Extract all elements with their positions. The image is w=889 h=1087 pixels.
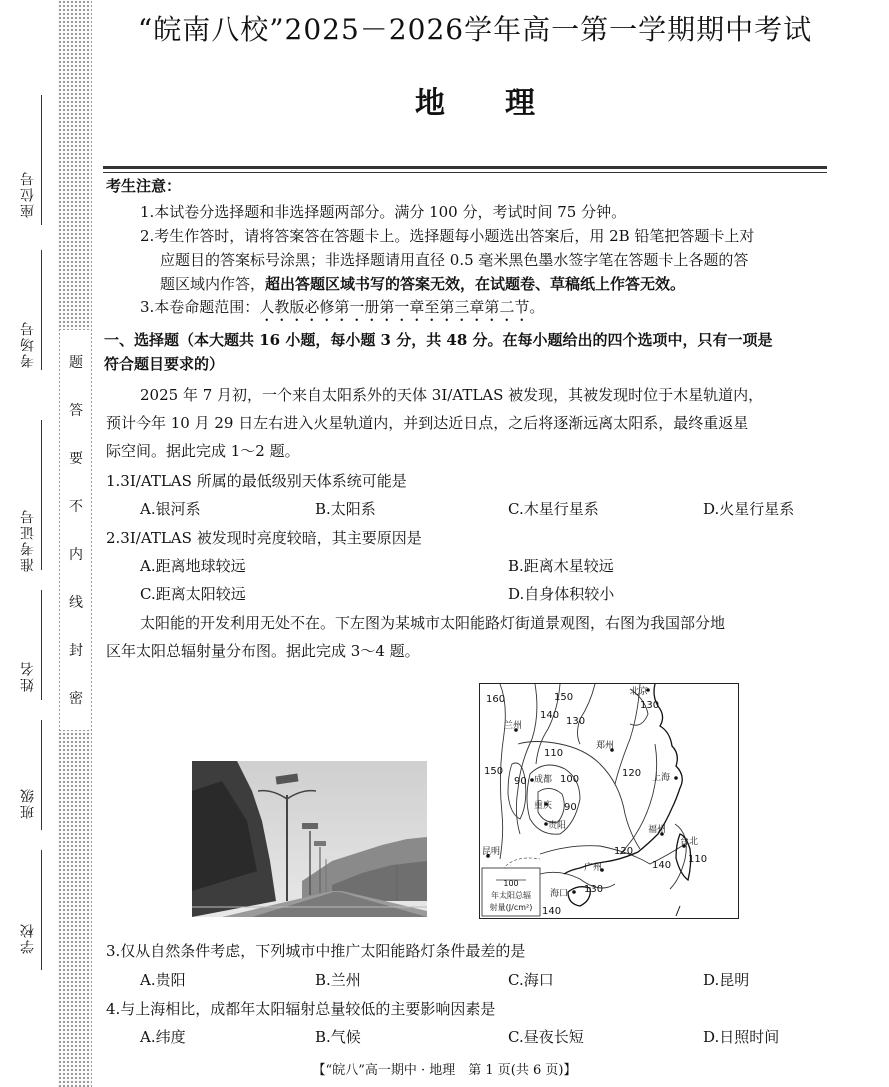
city-label: 兰州 xyxy=(504,721,523,731)
exam-room-line[interactable] xyxy=(41,250,42,370)
question-2-option-b[interactable]: B.距离木星较远 xyxy=(508,557,614,575)
notice-item-2: 2.考生作答时，请将答案答在答题卡上。选择题每小题选出答案后，用 2B 铅笔把答题卡上对 xyxy=(140,227,755,245)
passage-1-line-3: 际空间。据此完成 1～2 题。 xyxy=(106,442,300,460)
seal-char: 不 xyxy=(69,499,83,515)
question-1-option-d[interactable]: D.火星行星系 xyxy=(703,500,795,518)
seal-line-box xyxy=(60,330,90,730)
question-3-stem: 3.仅从自然条件考虑，下列城市中推广太阳能路灯条件最差的是 xyxy=(106,942,526,960)
header-rule xyxy=(103,166,827,169)
notice-item-2-cont2 xyxy=(160,273,685,295)
seat-number-label: 座位号 xyxy=(20,170,36,218)
legend-unit: 射量(J/cm²) xyxy=(489,903,533,912)
contour-label: 140 xyxy=(542,906,562,917)
name-label: 姓名 xyxy=(20,660,36,692)
question-1-stem: 1.3I/ATLAS 所属的最低级别天体系统可能是 xyxy=(106,472,407,490)
city-label: 上海 xyxy=(652,773,671,783)
class-line[interactable] xyxy=(41,720,42,830)
question-1-option-b[interactable]: B.太阳系 xyxy=(315,500,376,518)
contour-label: 160 xyxy=(486,694,506,705)
question-2-option-c[interactable]: C.距离太阳较远 xyxy=(140,585,246,603)
seal-char: 内 xyxy=(69,547,83,563)
contour-label: 100 xyxy=(560,774,580,785)
admission-ticket-label: 准考证号 xyxy=(20,508,36,572)
passage-1: 2025 年 7 月初，一个来自太阳系外的天体 3I/ATLAS 被发现，其被发现时位于木星轨道内， xyxy=(140,386,764,404)
notice-item-3-scope: 人教版必修第一册第一章至第三章第二节。 xyxy=(259,298,545,316)
question-1-option-a[interactable]: A.银河系 xyxy=(140,500,201,518)
city-label: 贵阳 xyxy=(548,821,567,831)
subject-title: 地理 xyxy=(415,86,595,121)
notice-item-2-text: 题区域内作答， xyxy=(160,275,266,293)
exam-room-label: 考场号 xyxy=(20,320,36,368)
question-4-option-b[interactable]: B.气候 xyxy=(315,1028,361,1046)
question-4-option-d[interactable]: D.日照时间 xyxy=(703,1028,780,1046)
passage-1-line-2: 预计今年 10 月 29 日左右进入火星轨道内，并到达近日点，之后将逐渐远离太阳系，最终重返星 xyxy=(106,414,749,432)
admission-ticket-line[interactable] xyxy=(41,420,42,570)
city-label: 郑州 xyxy=(596,741,615,751)
contour-label: 150 xyxy=(484,766,504,777)
solar-radiation-map xyxy=(479,683,739,919)
contour-label: 130 xyxy=(584,884,604,895)
contour-label: 140 xyxy=(540,710,560,721)
city-label: 海口 xyxy=(550,889,569,899)
question-3-option-b[interactable]: B.兰州 xyxy=(315,971,361,989)
question-1-option-c[interactable]: C.木星行星系 xyxy=(508,500,599,518)
legend-label: 年太阳总辐 xyxy=(491,891,531,900)
city-label: 北京 xyxy=(630,687,649,697)
city-label: 重庆 xyxy=(534,801,553,811)
question-3-option-a[interactable]: A.贵阳 xyxy=(140,971,186,989)
contour-label: 90 xyxy=(564,802,577,813)
contour-label: 90 xyxy=(514,776,527,787)
contour-label: 120 xyxy=(622,768,642,779)
name-line[interactable] xyxy=(41,590,42,700)
question-4-option-a[interactable]: A.纬度 xyxy=(140,1028,186,1046)
header-rule-thin xyxy=(103,172,827,173)
notice-item-2-bold: 超出答题区域书写的答案无效，在试题卷、草稿纸上作答无效。 xyxy=(265,275,686,293)
contour-label: 130 xyxy=(566,716,586,727)
notice-item-3 xyxy=(140,296,544,325)
question-4-stem: 4.与上海相比，成都年太阳辐射总量较低的主要影响因素是 xyxy=(106,1000,496,1018)
question-4-option-c[interactable]: C.昼夜长短 xyxy=(508,1028,584,1046)
question-2-stem: 2.3I/ATLAS 被发现时亮度较暗，其主要原因是 xyxy=(106,529,422,547)
city-label: 福州 xyxy=(648,825,667,835)
seal-char: 密 xyxy=(69,691,83,707)
school-label: 学校 xyxy=(20,922,36,954)
question-3-option-d[interactable]: D.昆明 xyxy=(703,971,750,989)
question-3-option-c[interactable]: C.海口 xyxy=(508,971,554,989)
seat-number-line[interactable] xyxy=(41,95,42,225)
seal-char: 题 xyxy=(69,355,83,371)
contour-label: 150 xyxy=(554,692,574,703)
contour-label: 130 xyxy=(640,700,660,711)
class-label: 班级 xyxy=(20,787,36,819)
seal-char: 线 xyxy=(69,595,83,611)
contour-label: 120 xyxy=(614,846,634,857)
solar-streetlight-photo xyxy=(192,761,427,917)
section-header-cont: 符合题目要求的） xyxy=(104,355,225,373)
exam-title: “皖南八校”2025－2026学年高一第一学期期中考试 xyxy=(137,13,813,46)
section-header: 一、选择题（本大题共 16 小题，每小题 3 分，共 48 分。在每小题给出的四个选项中，只有一项是 xyxy=(104,331,773,349)
city-label: 昆明 xyxy=(482,847,501,857)
notice-heading: 考生注意： xyxy=(106,177,182,195)
passage-2-line-2: 区年太阳总辐射量分布图。据此完成 3～4 题。 xyxy=(106,642,420,660)
seal-char: 要 xyxy=(69,451,83,467)
notice-item-1: 1.本试卷分选择题和非选择题两部分。满分 100 分，考试时间 75 分钟。 xyxy=(140,203,627,221)
notice-item-3-text: 3.本卷命题范围： xyxy=(140,298,260,316)
school-line[interactable] xyxy=(41,850,42,970)
city-label: 成都 xyxy=(534,775,553,785)
passage-2: 太阳能的开发利用无处不在。下左图为某城市太阳能路灯街道景观图，右图为我国部分地 xyxy=(140,614,726,632)
contour-label: 140 xyxy=(652,860,672,871)
question-2-option-d[interactable]: D.自身体积较小 xyxy=(508,585,615,603)
contour-label: 110 xyxy=(688,854,708,865)
city-label: 广州 xyxy=(584,863,603,873)
city-label: 台北 xyxy=(680,837,699,847)
seal-char: 封 xyxy=(69,643,83,659)
legend-value: 100 xyxy=(503,879,519,888)
page-footer: 【“皖八”高一期中 · 地理 第 1 页(共 6 页)】 xyxy=(312,1063,577,1078)
seal-char: 答 xyxy=(69,403,83,419)
question-2-option-a[interactable]: A.距离地球较远 xyxy=(140,557,246,575)
contour-label: 110 xyxy=(544,748,564,759)
notice-item-2-cont: 应题目的答案标号涂黑；非选择题请用直径 0.5 毫米黑色墨水签字笔在答题卡上各题的答 xyxy=(160,251,749,269)
